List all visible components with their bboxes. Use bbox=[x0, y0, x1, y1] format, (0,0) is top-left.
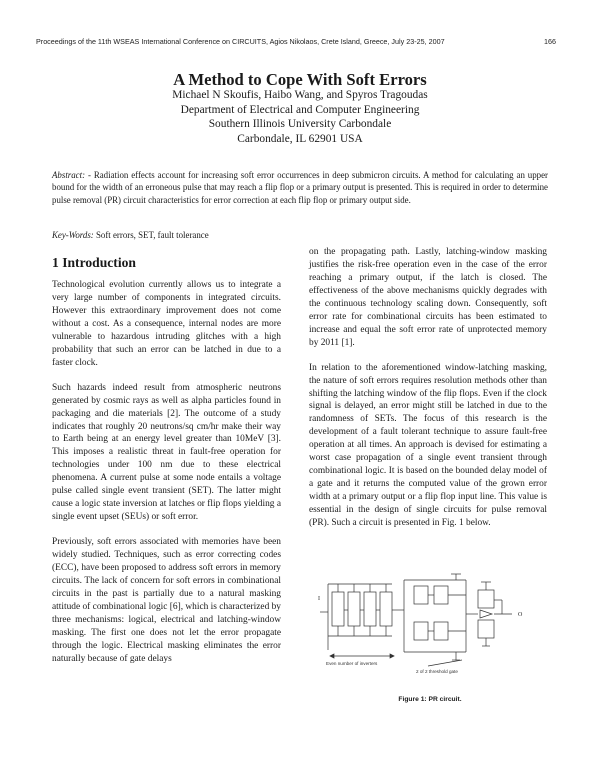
figure-caption: Figure 1: PR circuit. bbox=[398, 696, 462, 703]
keywords-text: Soft errors, SET, fault tolerance bbox=[95, 230, 209, 240]
address: Carbondale, IL 62901 USA bbox=[237, 132, 363, 145]
inverter-chain bbox=[328, 584, 404, 636]
abstract-label: Abstract: - bbox=[52, 170, 91, 180]
authors: Michael N Skoufis, Haibo Wang, and Spyros Tragoudas bbox=[172, 89, 428, 101]
keywords-label: Key-Words: bbox=[52, 230, 94, 240]
abstract bbox=[52, 169, 548, 206]
paragraph: Previously, soft errors associated with memories have been widely studied. Techniques, such as error correcting codes (ECC), have been proposed to address soft errors in memory circuits. The lack of concern for soft errors in combinational circuits in the past is partially due to a natural masking attitude of combinational logic [6], which is characterized by three mechanisms: logical, electrical and latching-window masking. The first one does not let the error propagate through the logic. Electrical masking eliminates the error naturally because of gate delays bbox=[52, 537, 281, 664]
threshold-arrow bbox=[428, 660, 462, 666]
output-label: O bbox=[518, 612, 523, 618]
department: Department of Electrical and Computer Engineering bbox=[180, 103, 420, 116]
pr-circuit-figure bbox=[316, 570, 544, 681]
section-heading: 1 Introduction bbox=[52, 255, 136, 270]
threshold-gate-label: 2 of 2 threshold gate bbox=[416, 669, 458, 674]
column-left bbox=[52, 279, 281, 678]
paper-title: A Method to Cope With Soft Errors bbox=[173, 70, 427, 89]
paragraph: In relation to the aforementioned window-latching masking, the nature of soft errors requires resolution methods other than shifting the latching window of the flip flops. Even if the clock signal is delayed, an error might still be latched in due to the randomness of SETs. The focus of this research is the development of a fault tolerant technique to assure fault-free operation at all times. An approach is devised for estimating a worst case propagation of a single event transient through combinational logic. It is based on the bounded delay model of a gate and it returns the computed value of the grown error width at a primary output or a flip flop input line. This value is essential in the design of single circuits for pulse removal (PR). Such a circuit is presented in Fig. 1 below. bbox=[309, 362, 547, 529]
paragraph: Technological evolution currently allows us to integrate a very large number of components in integrated circuits. However this extraordinary improvement does not come without a cost. As a consequence, internal nodes are more vulnerable to hazardous intruding glitches with a high probability that such an error can be latched in due to a faster clock. bbox=[52, 280, 281, 368]
paragraph: Such hazards indeed result from atmospheric neutrons generated by cosmic rays as well as alpha particles found in packaging and die materials [2]. The outcome of a study indicates that roughly 20 neutrons/sq cm/hr make their way to Earth being at an energy level greater than 10MeV [3]. This imposes a realistic threat in fault-free operation for technologies under 100 nm due to these electrical phenomena. A current pulse at some node entails a voltage pulse called single event transient (SET). The latter might cause a logic state inversion at latches or flip flops yielding a single event upset (SEUs) or soft error. bbox=[52, 382, 281, 523]
author-block bbox=[0, 88, 600, 146]
paragraph: on the propagating path. Lastly, latching-window masking justifies the risk-free operation even in the case of the error reaching a primary output, if the latch is closed. The effectiveness of the above mechanisms quickly degrades with the continuous technology scaling down. Consequently, soft error rate for combinational circuits has been estimated to increase and equal the soft error rate of unprotected memory by 2011 [1]. bbox=[309, 247, 547, 348]
column-right bbox=[309, 246, 547, 542]
keywords bbox=[52, 230, 548, 240]
input-label: I bbox=[318, 596, 320, 602]
inverters-label: Even number of inverters bbox=[326, 661, 378, 666]
threshold-gate bbox=[404, 574, 478, 660]
running-head: Proceedings of the 11th WSEAS International Conference on CIRCUITS, Agios Nikolaos, Crete Island, Greece, July 23-25, 2007 bbox=[36, 37, 445, 46]
page-number: 166 bbox=[544, 37, 556, 46]
output-stage bbox=[478, 582, 512, 646]
abstract-text: Radiation effects account for increasing soft error occurrences in deep submicron circuits. A method for calculating an upper bound for the width of an erroneous pulse that may reach a flip flop or a primary output is presented. This is required in order to determine pulse removal (PR) circuit characteristics for error correction at each flip flop or primary output side. bbox=[52, 170, 549, 205]
university: Southern Illinois University Carbondale bbox=[208, 118, 392, 131]
